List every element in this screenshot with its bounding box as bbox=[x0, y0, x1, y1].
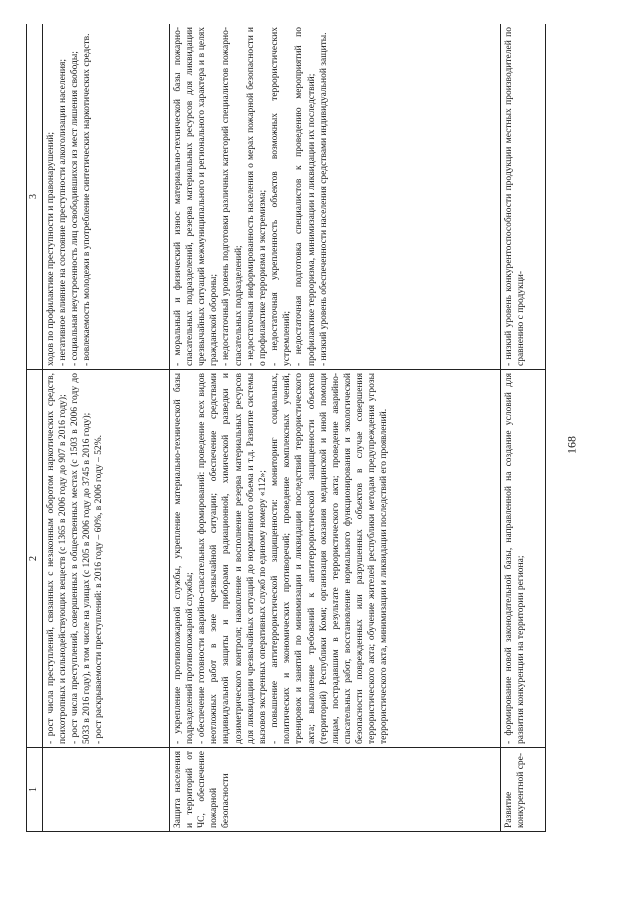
topic-cell bbox=[500, 748, 545, 832]
topic-label: Развитие конкурентной сре- bbox=[503, 752, 526, 828]
measure-item: - рост раскрываемости преступлений: в 2016 году – 60%, в 2006 году – 52%. bbox=[94, 434, 105, 744]
risk-item: ходов по профилактике преступности и правонарушений; bbox=[45, 131, 56, 366]
measure-item: - укрепление противопожарной службы, укрепление материально-технической базы подразделений противопожарной службы; bbox=[172, 373, 195, 744]
risk-item: - вовлекаемость молодежи в употребление синтетических наркотических средств. bbox=[82, 33, 93, 366]
risk-item: - негативное влияние на состояние преступности алкоголизации населения; bbox=[57, 59, 68, 366]
header-cell-3: 3 bbox=[27, 24, 43, 370]
measure-item: - обеспечение готовности аварийно-спасательных формирований: проведение всех видов неотложных работ в зоне чрезвычайной ситуации; обеспечение средствами индивидуальной защиты и приборами радиационной, химической разведки и дозиметрического контроля; накопление и восполнение резерва материальных ресурсов для ликвидации чрезвычайных ситуаций до нормативного объема и т.д. Развитие системы вызовов экстренных оперативных служб по единому номеру «112»; bbox=[197, 373, 268, 744]
topic-cell bbox=[42, 748, 169, 832]
risk-item: - недостаточная подготовка специалистов к проведению мероприятий по профилактике терроризма, минимизации и ликвидации их последствий; bbox=[294, 27, 317, 366]
risk-item: - недостаточная информированность населения о мерах пожарной безопасности и о профилактике терроризма и экстремизма; bbox=[245, 27, 268, 366]
topic-cell bbox=[169, 748, 500, 832]
risk-item: - социальная неустроенность лиц освободившихся из мест лишения свободы; bbox=[70, 51, 81, 366]
table-viewport bbox=[26, 24, 548, 832]
risk-item: - моральный и физический износ материально-технической базы пожарно-спасательных подразделений, резерва материальных ресурсов для ликвидации чрезвычайных ситуаций межмуниципального и регионального характера и в целях гражданской обороны; bbox=[172, 27, 220, 366]
measures-cell bbox=[169, 370, 500, 748]
measures-cell bbox=[500, 370, 545, 748]
strategy-table bbox=[26, 24, 546, 832]
risk-item: - недостаточная укрепленность объектов возможных террористических устремлений; bbox=[270, 27, 293, 366]
risks-cell bbox=[42, 24, 169, 370]
risk-item: - низкий уровень конкурентоспособности продукции местных производителей по сравнению с продукци- bbox=[503, 27, 526, 366]
header-cell-1: 1 bbox=[27, 748, 43, 832]
risks-cell bbox=[500, 24, 545, 370]
measure-item: - формирование новой законодательной базы, направленной на создание условий для развития конкуренции на территории региона; bbox=[503, 373, 526, 744]
table-header-row bbox=[27, 24, 43, 832]
topic-label: Защита населения и территорий от ЧС, обеспечение пожарной безопасности bbox=[172, 751, 232, 828]
measure-item: - повышение антитеррористической защищенности: мониторинг социальных, политических и экономических противоречий; проведение комплексных учений, тренировок и занятий по минимизации и ликвидации последствий террористического акта; выполнение требований к антитеррористической защищенности объектов (территорий) Республики Коми; организация оказания медицинской и иной помощи лицам, пострадавшим в результате террористического акта; проведение аварийно-спасательных работ, восстановление нормального функционирования и экологической безопасности поврежденных или разрушенных объектов в случае совершения террористического акта; обучение жителей республики методам предупреждения угрозы террористического акта, минимизации и ликвидации последствий его проявлений. bbox=[270, 373, 390, 744]
risk-item: - недостаточный уровень подготовки различных категорий специалистов пожарно-спасательных подразделений; bbox=[221, 27, 244, 366]
measures-cell bbox=[42, 370, 169, 748]
measure-item: - рост числа преступлений, совершенных в общественных местах (с 1503 в 2006 году до 5033 в 2016 году), в том числе на улицах (с 1205 в 2006 году до 3745 в 2016 году); bbox=[70, 373, 93, 744]
risks-cell bbox=[169, 24, 500, 370]
page-number: 168 bbox=[564, 436, 579, 454]
risk-item: - низкий уровень обеспеченности населения средствами индивидуальной защиты. bbox=[318, 32, 329, 366]
table-row bbox=[42, 24, 169, 832]
table-row bbox=[500, 24, 545, 832]
rotated-table-container bbox=[26, 24, 548, 832]
measure-item: - рост числа преступлений, связанных с незаконным оборотом наркотических средств, психотропных и сильнодействующих веществ (с 1365 в 2006 году до 907 в 2016 году); bbox=[45, 373, 68, 744]
header-cell-2: 2 bbox=[27, 370, 43, 748]
table-row bbox=[169, 24, 500, 832]
